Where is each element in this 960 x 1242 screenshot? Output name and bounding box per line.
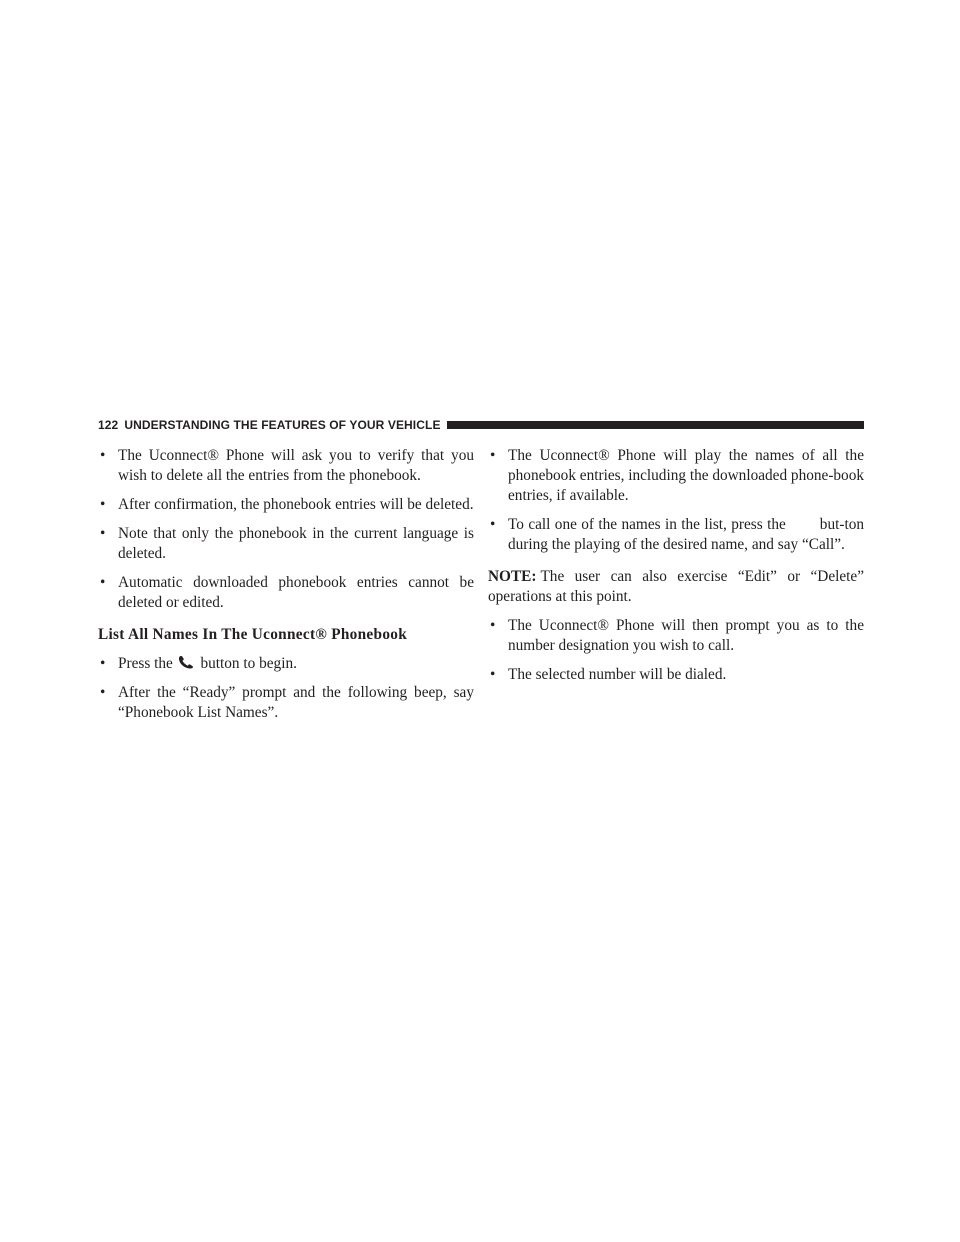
note <box>488 567 864 607</box>
bullet-marker: • <box>490 617 496 634</box>
list-item-text: Note that only the phonebook in the current language is deleted. <box>118 525 474 562</box>
list-item <box>98 573 474 613</box>
list-item <box>98 524 474 564</box>
list-item-text: After confirmation, the phonebook entries will be deleted. <box>118 496 474 513</box>
list-item <box>488 446 864 506</box>
bullet-marker: • <box>100 574 106 591</box>
bullet-marker: • <box>490 447 496 464</box>
list-item-text: The Uconnect® Phone will then prompt you as to the number designation you wish to call. <box>508 617 864 654</box>
bullet-marker: • <box>100 684 106 701</box>
list-item <box>98 654 474 674</box>
right-column <box>488 446 864 694</box>
left-column <box>98 446 474 732</box>
bullet-marker: • <box>100 447 106 464</box>
list-item <box>98 495 474 515</box>
list-item <box>98 446 474 486</box>
bullet-marker: • <box>100 496 106 513</box>
section-title: UNDERSTANDING THE FEATURES OF YOUR VEHICLE <box>124 418 441 432</box>
list-item-text-post: button to begin. <box>200 655 297 672</box>
list-item <box>488 665 864 685</box>
bullet-marker: • <box>490 516 496 533</box>
note-text: The user can also exercise “Edit” or “Delete” operations at this point. <box>488 568 864 605</box>
page-number: 122 <box>98 418 119 432</box>
list-item-text: The Uconnect® Phone will ask you to verify that you wish to delete all the entries from the phonebook. <box>118 447 474 484</box>
phone-handset-icon <box>178 655 196 669</box>
list-item-text: Automatic downloaded phonebook entries cannot be deleted or edited. <box>118 574 474 611</box>
list-item-text: The selected number will be dialed. <box>508 666 727 683</box>
list-item-text: The Uconnect® Phone will play the names of all the phonebook entries, including the downloaded phone-book entries, if available. <box>508 447 865 504</box>
header-rule <box>447 421 864 429</box>
list-item <box>488 616 864 656</box>
bullet-marker: • <box>490 666 496 683</box>
list-item-text-pre: Press the <box>118 655 173 672</box>
section-heading: List All Names In The Uconnect® Phonebook <box>98 626 408 643</box>
list-item-text: After the “Ready” prompt and the following beep, say “Phonebook List Names”. <box>118 684 474 721</box>
bullet-marker: • <box>100 655 106 672</box>
list-item <box>488 515 864 555</box>
page-header <box>98 418 864 432</box>
list-item <box>98 683 474 723</box>
note-label: NOTE: <box>488 568 537 585</box>
bullet-marker: • <box>100 525 106 542</box>
list-item-text-pre: To call one of the names in the list, press the <box>508 516 786 533</box>
list-item-text-post: but-ton during the playing of the desired name, and say “Call”. <box>508 516 864 553</box>
